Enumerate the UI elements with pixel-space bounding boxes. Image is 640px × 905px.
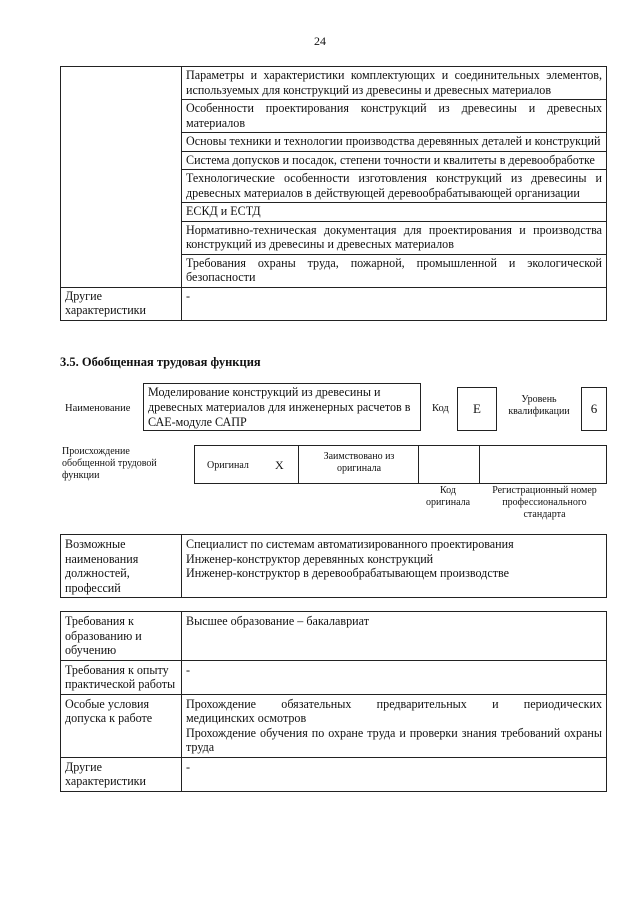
knowledge-item: Основы техники и технологии производства деревянных деталей и конструкций [182,133,607,152]
knowledge-item: Нормативно-техническая документация для проектирования и производства конструкций из древесины и древесных материалов [182,221,607,254]
word: Прохождение [186,696,257,711]
table-row [61,694,607,757]
table-row [61,612,607,661]
reg-number-caption: Регистрационный номер профессионального стандарта [492,485,597,520]
knowledge-item: Технологические особенности изготовления конструкций из древесины и древесных материалов в действующей деревообрабатывающей организации [182,170,607,203]
positions-table [60,534,607,598]
conditions-line: медицинских осмотров [186,711,307,725]
experience-label: Требования к опыту практической работы [61,660,182,694]
education-value: Высшее образование – бакалавриат [182,612,607,661]
table-row [61,660,607,694]
divider [418,446,419,483]
knowledge-item: ЕСКД и ЕСТД [182,203,607,222]
code-value: E [457,387,497,431]
table-cell-empty [61,67,182,288]
other-characteristics-value: - [182,287,607,320]
positions-values [182,535,607,598]
knowledge-item: Параметры и характеристики комплектующих и соединительных элементов, используемых для конструкций из древесины и древесных материалов [182,67,607,100]
knowledge-item: Система допусков и посадок, степени точности и квалитеты в деревообработке [182,151,607,170]
borrowed-label: Заимствовано из оригинала [323,451,395,474]
conditions-value-2: Прохождение обучения по охране труда и проверки знания требований охраны труда [186,725,602,754]
other-characteristics-value: - [182,757,607,791]
conditions-line [186,697,602,712]
conditions-label: Особые условия допуска к работе [61,694,182,757]
function-name-box: Моделирование конструкций из древесины и древесных материалов для инженерных расчетов в САЕ-модуле САПР [143,383,421,431]
word: и [492,696,499,711]
word: предварительных [376,696,467,711]
table-row [61,757,607,791]
education-label: Требования к образованию и обучению [61,612,182,661]
knowledge-item: Особенности проектирования конструкций из древесины и древесных материалов [182,100,607,133]
code-label: Код [432,403,449,414]
knowledge-table [60,66,607,321]
position-name: Специалист по системам автоматизированного проектирования [186,537,514,551]
word: обязательных [281,696,352,711]
experience-value: - [182,660,607,694]
table-row [61,67,607,100]
name-label: Наименование [65,403,131,414]
original-label: Оригинал [207,460,249,471]
level-label: Уровень квалификации [508,394,570,417]
position-name: Инженер-конструктор в деревообрабатывающем производстве [186,566,509,580]
section-title: 3.5. Обобщенная трудовая функция [60,355,261,369]
table-row [61,287,607,320]
position-name: Инженер-конструктор деревянных конструкций [186,551,434,566]
other-characteristics-label: Другие характеристики [61,757,182,791]
knowledge-item: Требования охраны труда, пожарной, промышленной и экологической безопасности [182,254,607,287]
original-mark: X [275,458,284,472]
word: периодических [523,696,602,711]
divider [479,446,480,483]
origin-table [194,445,607,484]
code-original-caption: Код оригинала [425,485,471,508]
positions-label: Возможные наименования должностей, профессий [61,535,182,598]
table-row [61,535,607,598]
divider [298,446,299,483]
requirements-table [60,611,607,792]
conditions-value [182,694,607,757]
other-characteristics-label: Другие характеристики [61,287,182,320]
origin-label: Происхождение обобщенной трудовой функции [62,446,157,481]
level-value: 6 [581,387,607,431]
page-number: 24 [314,34,326,48]
